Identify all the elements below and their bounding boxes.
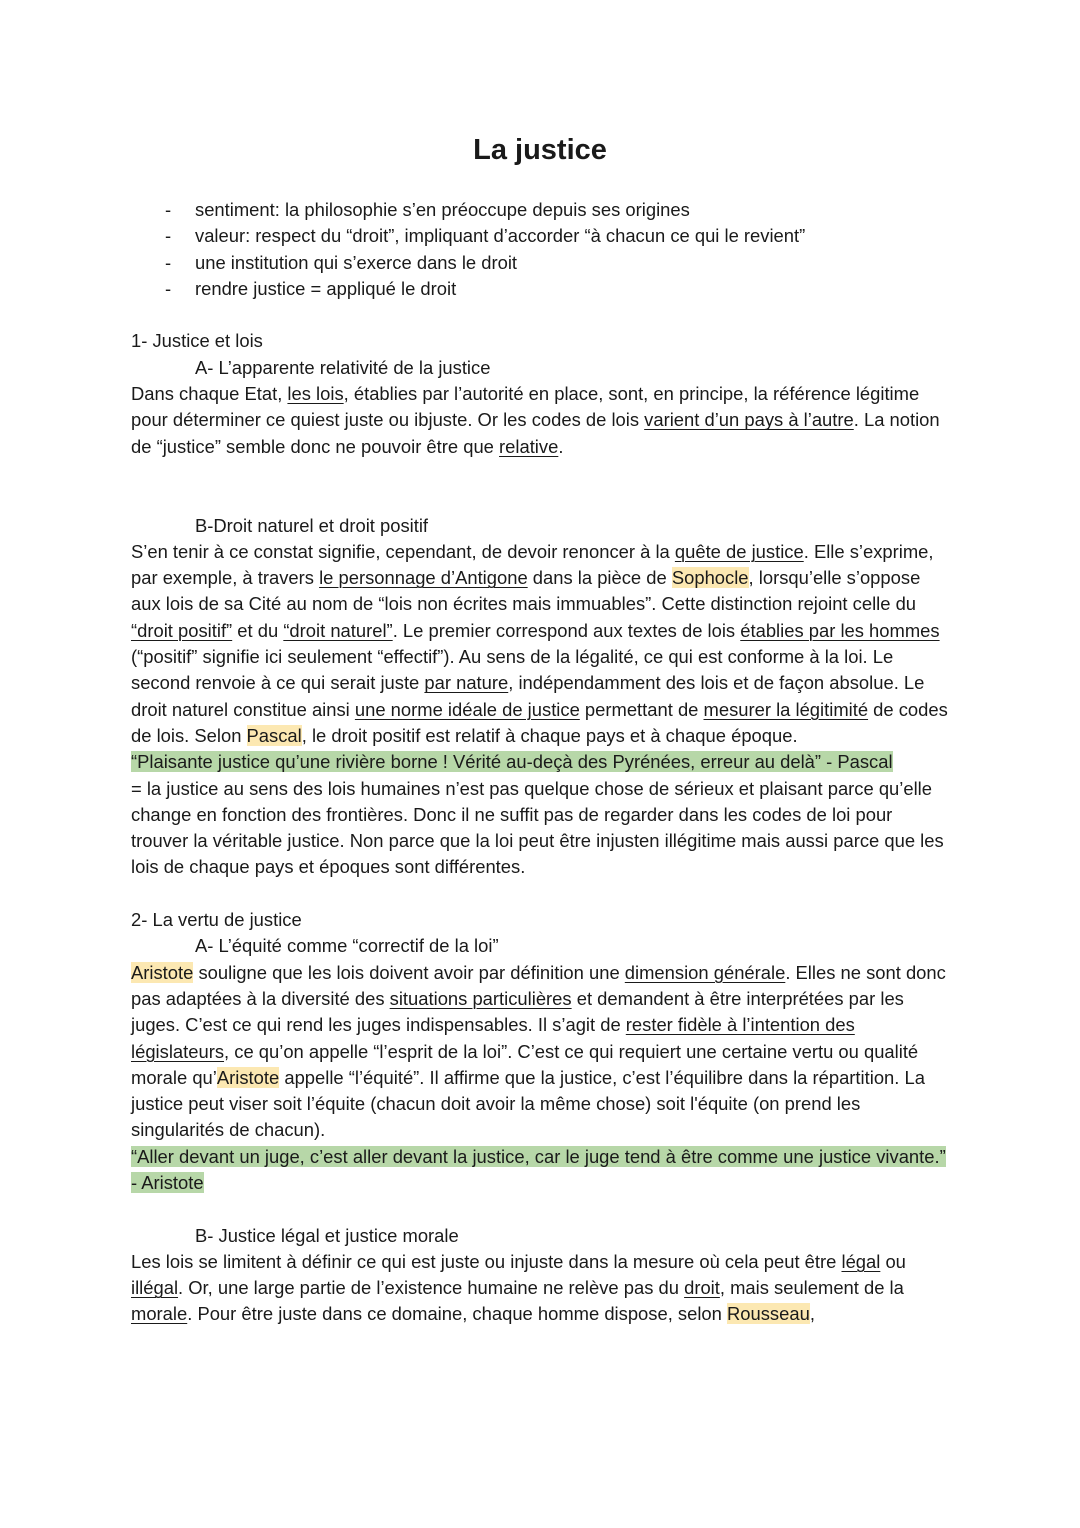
- bullet-item: - sentiment: la philosophie s’en préoccupe depuis ses origines: [131, 197, 951, 223]
- bullet-item: - une institution qui s’exerce dans le droit: [131, 250, 951, 276]
- underlined-term: une norme idéale de justice: [354, 698, 580, 720]
- intro-bullet-list: [131, 197, 951, 302]
- section-2b-heading: B- Justice légal et justice morale: [195, 1224, 459, 1246]
- underlined-term: rester fidèle à l’intention des législateurs: [131, 1014, 855, 1062]
- highlighted-author: Aristote: [216, 1066, 280, 1088]
- highlighted-author: Pascal: [246, 724, 302, 746]
- underlined-term: relative: [499, 435, 559, 457]
- underlined-term: “droit naturel”: [283, 619, 393, 641]
- section-2-heading: 2- La vertu de justice: [131, 909, 302, 931]
- bullet-dash: -: [165, 251, 172, 273]
- bullet-item: - rendre justice = appliqué le droit: [131, 276, 951, 302]
- underlined-term: morale: [131, 1303, 188, 1325]
- pascal-quote: “Plaisante justice qu’une rivière borne ! Vérité au-deçà des Pyrénées, erreur au delà” - Pascal: [131, 751, 893, 773]
- section-1-heading: 1- Justice et lois: [131, 330, 263, 352]
- bullet-item: - valeur: respect du “droit”, impliquant d’accorder “à chacun ce qui le revient”: [131, 223, 951, 249]
- underlined-term: légal: [841, 1250, 881, 1272]
- underlined-term: situations particulières: [389, 987, 572, 1009]
- section-1b-paragraph: S’en tenir à ce constat signifie, cependant, de devoir renoncer à la quête de justice. Elle s’exprime, par exemple, à travers le personnage d’Antigone dans la pièce de Sophocle, lorsqu’elle s’oppose aux lois de sa Cité au nom de “lois non écrites mais immuables”. Cette distinction rejoint celle du “droit positif” et du “droit naturel”. Le premier correspond aux textes de lois établies par les hommes (“positif” signifie ici seulement “effectif”). Au sens de la légalité, ce qui est conforme à la loi. Le second renvoie à ce qui serait juste par nature, indépendamment des lois et de façon absolue. Le droit naturel constitue ainsi une norme idéale de justice permettant de mesurer la légitimité de codes de lois. Selon Pascal, le droit positif est relatif à chaque pays et à chaque époque.: [131, 540, 948, 746]
- bullet-dash: -: [165, 277, 172, 299]
- underlined-term: établies par les hommes: [740, 619, 940, 641]
- highlighted-author: Sophocle: [671, 567, 749, 589]
- section-1b-heading: B-Droit naturel et droit positif: [195, 514, 429, 536]
- page-title: La justice: [473, 134, 607, 166]
- underlined-term: le personnage d’Antigone: [319, 567, 528, 589]
- underlined-term: quête de justice: [674, 540, 804, 562]
- underlined-term: “droit positif”: [131, 619, 233, 641]
- underlined-term: dimension générale: [624, 961, 786, 983]
- document-body: [131, 197, 951, 1328]
- highlighted-author: Aristote: [131, 961, 194, 983]
- underlined-term: les lois: [287, 383, 344, 405]
- section-2a-paragraph: Aristote souligne que les lois doivent avoir par définition une dimension générale. Elles ne sont donc pas adaptées à la diversité des situations particulières et demandent à être interprétées par les juges. C’est ce qui rend les juges indispensables. Il s’agit de rester fidèle à l’intention des législateurs, ce qu’on appelle “l’esprit de la loi”. C’est ce qui requiert une certaine vertu ou qualité morale qu’Aristote appelle “l’équité”. Il affirme que la justice, c’est l’équilibre dans la répartition. La justice peut viser soit l’équite (chacun doit avoir la même chose) soit l'équite (on prend les singularités de chacun).: [131, 961, 946, 1141]
- underlined-term: mesurer la légitimité: [703, 698, 869, 720]
- aristote-quote: “Aller devant un juge, c’est aller devant la justice, car le juge tend à être comme une justice vivante.” - Aristote: [131, 1145, 946, 1193]
- underlined-term: par nature: [424, 672, 509, 694]
- quote-explanation: = la justice au sens des lois humaines n’est pas quelque chose de sérieux et plaisant parce qu’elle change en fonction des frontières. Donc il ne suffit pas de regarder dans les codes de loi pour trouver la véritable justice. Non parce que la loi peut être injusten illégitime mais aussi parce que les lois de chaque pays et époques sont différentes.: [131, 777, 944, 878]
- underlined-term: droit: [684, 1277, 720, 1299]
- section-2b-paragraph: Les lois se limitent à définir ce qui est juste ou injuste dans la mesure où cela peut être légal ou illégal. Or, une large partie de l’existence humaine ne relève pas du droit, mais seulement de la morale. Pour être juste dans ce domaine, chaque homme dispose, selon Rousseau,: [131, 1250, 906, 1325]
- section-2a-heading: A- L’équité comme “correctif de la loi”: [195, 935, 499, 957]
- section-1a-paragraph: Dans chaque Etat, les lois, établies par l’autorité en place, sont, en principe, la référence légitime pour déterminer ce quiest juste ou ibjuste. Or les codes de lois varient d’un pays à l’autre. La notion de “justice” semble donc ne pouvoir être que relative.: [131, 383, 940, 457]
- highlighted-author: Rousseau: [727, 1303, 810, 1325]
- section-1a-heading: A- L’apparente relativité de la justice: [195, 356, 491, 378]
- bullet-dash: -: [165, 225, 172, 247]
- underlined-term: illégal: [131, 1277, 179, 1299]
- underlined-term: varient d’un pays à l’autre: [644, 409, 854, 431]
- bullet-dash: -: [165, 199, 172, 220]
